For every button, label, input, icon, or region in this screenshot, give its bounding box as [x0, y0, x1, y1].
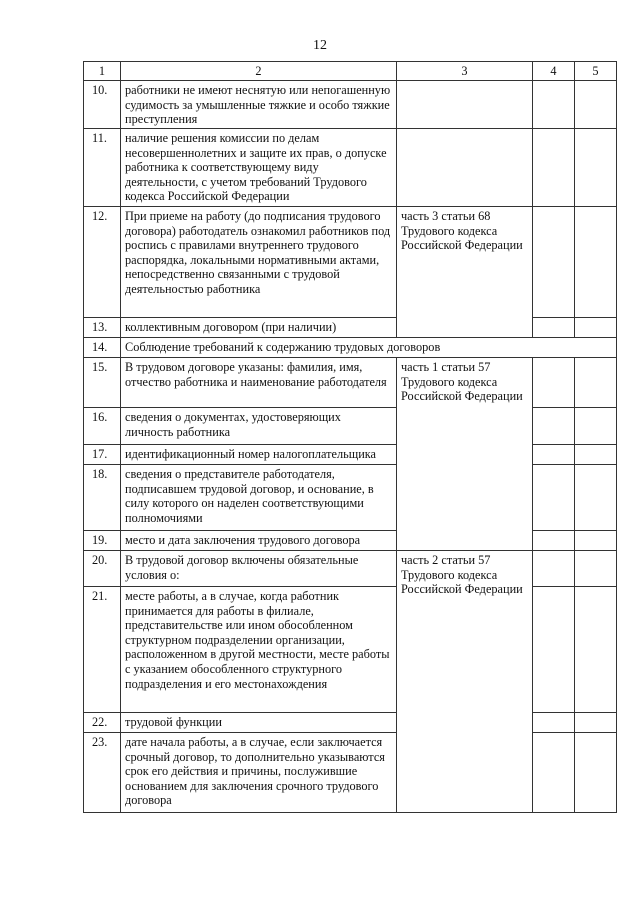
mark-cell-4[interactable] — [533, 129, 575, 207]
table-row — [84, 465, 617, 531]
reference-cell — [397, 129, 533, 207]
mark-cell-4[interactable] — [533, 358, 575, 408]
row-number: 13. — [84, 318, 121, 338]
mark-cell-4[interactable] — [533, 551, 575, 587]
mark-cell-5[interactable] — [575, 733, 617, 813]
mark-cell-5[interactable] — [575, 587, 617, 713]
row-number: 20. — [84, 551, 121, 587]
reference-cell: часть 2 статьи 57 Трудового кодекса Российской Федерации — [397, 551, 533, 813]
row-number: 15. — [84, 358, 121, 408]
row-number: 23. — [84, 733, 121, 813]
row-text: При приеме на работу (до подписания трудового договора) работодатель ознакомил работников под роспись с правилами внутреннего трудового распорядка, локальными нормативными актами, непосредственно связанными с трудовой деятельностью работника — [121, 207, 397, 318]
row-number: 22. — [84, 713, 121, 733]
mark-cell-4[interactable] — [533, 207, 575, 318]
row-text: наличие решения комиссии по делам несовершеннолетних и защите их прав, о допуске работника к соответствующему виду деятельности, с учетом требований Трудового кодекса Российской Федерации — [121, 129, 397, 207]
checklist-table — [83, 61, 617, 813]
mark-cell-4[interactable] — [533, 465, 575, 531]
table-row — [84, 733, 617, 813]
mark-cell-5[interactable] — [575, 129, 617, 207]
row-text: трудовой функции — [121, 713, 397, 733]
row-number: 12. — [84, 207, 121, 318]
row-number: 10. — [84, 81, 121, 129]
mark-cell-4[interactable] — [533, 408, 575, 445]
table-row — [84, 713, 617, 733]
table-row — [84, 408, 617, 445]
row-text: В трудовом договоре указаны: фамилия, имя, отчество работника и наименование работодателя — [121, 358, 397, 408]
table-header-row — [84, 62, 617, 81]
mark-cell-5[interactable] — [575, 408, 617, 445]
mark-cell-5[interactable] — [575, 358, 617, 408]
row-number: 19. — [84, 531, 121, 551]
row-text: сведения о представителе работодателя, подписавшем трудовой договор, и основание, в силу которого он наделен соответствующими полномочиями — [121, 465, 397, 531]
header-col-4: 4 — [533, 62, 575, 81]
mark-cell-4[interactable] — [533, 587, 575, 713]
table-row — [84, 551, 617, 587]
row-text: коллективным договором (при наличии) — [121, 318, 397, 338]
reference-cell: часть 3 статьи 68 Трудового кодекса Российской Федерации — [397, 207, 533, 338]
mark-cell-5[interactable] — [575, 465, 617, 531]
row-text: идентификационный номер налогоплательщика — [121, 445, 397, 465]
mark-cell-4[interactable] — [533, 713, 575, 733]
mark-cell-4[interactable] — [533, 318, 575, 338]
row-text: В трудовой договор включены обязательные условия о: — [121, 551, 397, 587]
header-col-3: 3 — [397, 62, 533, 81]
header-col-5: 5 — [575, 62, 617, 81]
row-number: 16. — [84, 408, 121, 445]
mark-cell-5[interactable] — [575, 551, 617, 587]
row-number: 18. — [84, 465, 121, 531]
table-row — [84, 338, 617, 358]
row-text: место и дата заключения трудового договора — [121, 531, 397, 551]
mark-cell-4[interactable] — [533, 445, 575, 465]
row-number: 11. — [84, 129, 121, 207]
row-number: 17. — [84, 445, 121, 465]
section-heading: Соблюдение требований к содержанию трудовых договоров — [121, 338, 617, 358]
mark-cell-4[interactable] — [533, 531, 575, 551]
mark-cell-5[interactable] — [575, 713, 617, 733]
table-row — [84, 129, 617, 207]
row-number: 14. — [84, 338, 121, 358]
row-text: дате начала работы, а в случае, если заключается срочный договор, то дополнительно указываются срок его действия и причины, послужившие основанием для заключения срочного трудового договора — [121, 733, 397, 813]
table-row — [84, 587, 617, 713]
page-number: 12 — [313, 38, 327, 53]
mark-cell-4[interactable] — [533, 81, 575, 129]
table-row — [84, 318, 617, 338]
mark-cell-4[interactable] — [533, 733, 575, 813]
mark-cell-5[interactable] — [575, 81, 617, 129]
mark-cell-5[interactable] — [575, 445, 617, 465]
table-row — [84, 445, 617, 465]
header-col-1: 1 — [84, 62, 121, 81]
table-row — [84, 81, 617, 129]
mark-cell-5[interactable] — [575, 318, 617, 338]
table-row — [84, 207, 617, 318]
reference-cell: часть 1 статьи 57 Трудового кодекса Российской Федерации — [397, 358, 533, 551]
reference-cell — [397, 81, 533, 129]
row-text: сведения о документах, удостоверяющих личность работника — [121, 408, 397, 445]
mark-cell-5[interactable] — [575, 207, 617, 318]
header-col-2: 2 — [121, 62, 397, 81]
row-text: месте работы, а в случае, когда работник принимается для работы в филиале, представительстве или ином обособленном структурном подразделении организации, расположенном в другой местности, месте работы с указанием обособленного структурного подразделения и его местонахождения — [121, 587, 397, 713]
row-text: работники не имеют неснятую или непогашенную судимость за умышленные тяжкие и особо тяжкие преступления — [121, 81, 397, 129]
row-number: 21. — [84, 587, 121, 713]
table-row — [84, 531, 617, 551]
table-row — [84, 358, 617, 408]
mark-cell-5[interactable] — [575, 531, 617, 551]
